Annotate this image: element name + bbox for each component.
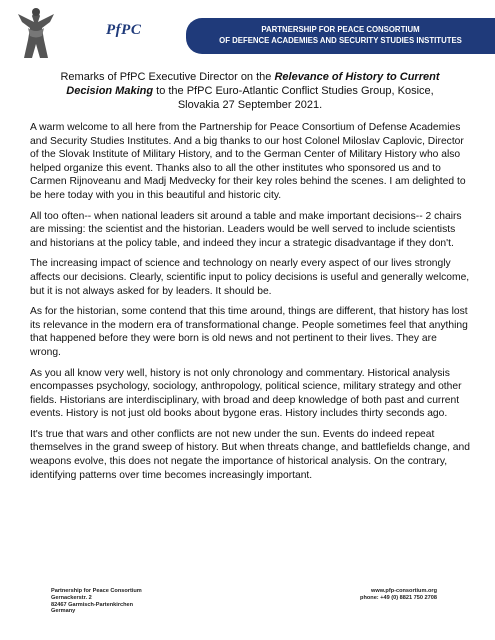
paragraph-1: A warm welcome to all here from the Partnership for Peace Consortium of Defense Academies and Security Studies Institutes. And a big thanks to our host Colonel Miloslav Caplovic, Director of the Slovak Institute of Military History, and to the German Center of Military History who also helped organize this event. Thanks also to all the other institutes who sponsored us and to Carmen Rijnoveanu and Madj Medvecky for their key roles behind the scenes. I am delighted to be here today with you in this beautiful and historic city. (30, 122, 466, 201)
paragraph-6: It's true that wars and other conflicts are not new under the sun. Events do indeed repeat themselves in the grand sweep of history. But when threats change, and battlefields change, and weapons evolve, this does not negate the importance of historical analysis. On the contrary, identifying patterns over time becomes increasingly important. (30, 428, 470, 481)
address-line: Gernackerstr. 2 (51, 594, 92, 601)
statue-emblem-icon (12, 6, 60, 62)
paragraph-5: As you all know very well, history is not only chronology and commentary. Historical analysis encompasses psychology, sociology, anthropology, political science, military strategy and other fields. Historians are interdisciplinary, with broad and deep knowledge of both past and current events. History is not just old books about bygone eras. History includes thirty seconds ago. (30, 367, 462, 420)
footer-contact (360, 588, 437, 602)
address-line: Germany (51, 608, 76, 615)
paragraph-3: The increasing impact of science and technology on nearly every aspect of our lives strongly affects our decisions. Clearly, scientific input to policy decisions is useful and generally welcome, but it is not always asked for by leaders. It should be. (30, 258, 470, 297)
paragraph-4: As for the historian, some contend that this time around, things are different, that history has lost its relevance in the modern era of transformational change. People sometimes feel that anything that happened before they were born is old news and not pertinent to their lives. They are wrong. (30, 306, 468, 358)
intro-text-1: Remarks of PfPC Executive Director on the (60, 71, 275, 83)
website-link[interactable]: www.pfp-consortium.org (371, 588, 437, 594)
banner-line-2: OF DEFENCE ACADEMIES AND SECURITY STUDIES INSTITUTES (219, 36, 462, 45)
pfpc-logo-text: PfPC (106, 22, 142, 38)
consortium-banner (186, 18, 495, 54)
intro-text-2: to the PfPC Euro-Atlantic Conflict Studies Group, Kosice, Slovakia 27 September 2021. (153, 85, 434, 111)
banner-line-1: PARTNERSHIP FOR PEACE CONSORTIUM (261, 25, 420, 34)
document-body (30, 121, 470, 489)
document-intro (44, 70, 456, 112)
paragraph-2: All too often-- when national leaders sit around a table and make important decisions-- 2 chairs are missing: the scientist and the historian. Leaders would be well served to include scientists and historians at the policy table, and indeed they incur a strategic disadvantage if they don't. (30, 210, 462, 249)
intro-title: Relevance of History to Current Decision Making (66, 71, 440, 97)
address-line: Partnership for Peace Consortium (51, 588, 142, 594)
page-footer (0, 588, 495, 640)
page-header (0, 0, 495, 66)
phone-number: phone: +49 (0) 8821 750 2708 (360, 594, 437, 601)
address-line: 82467 Garmisch-Partenkirchen (51, 601, 134, 608)
footer-address (51, 588, 142, 615)
